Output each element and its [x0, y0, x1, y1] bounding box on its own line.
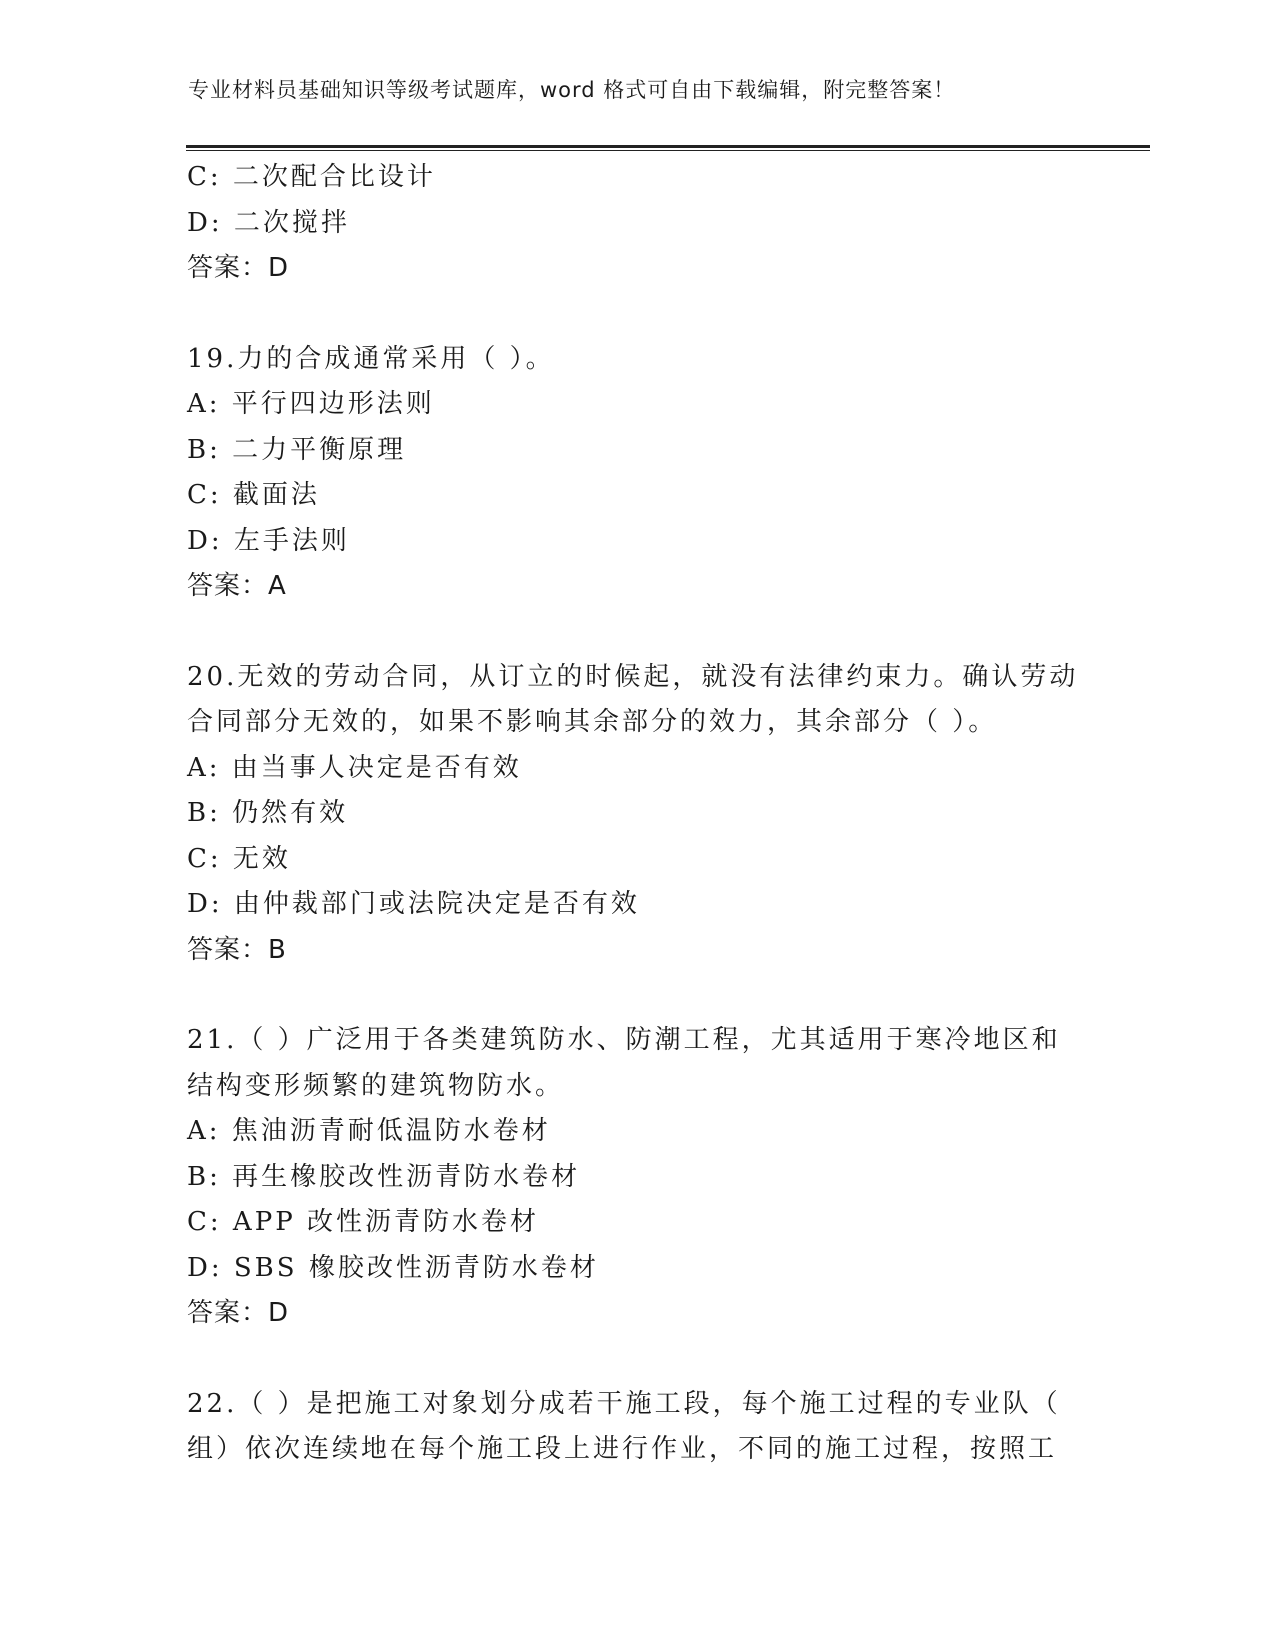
option-a: A: 焦油沥青耐低温防水卷材: [187, 1116, 551, 1146]
header-rule-thin: [186, 150, 1150, 151]
option-d: D: 由仲裁部门或法院决定是否有效: [187, 889, 640, 919]
question-19: [187, 337, 1087, 610]
option-d: D: 二次搅拌: [187, 207, 350, 238]
question-stem-cont: 结构变形频繁的建筑物防水。: [187, 1070, 565, 1101]
option-d: D: SBS 橡胶改性沥青防水卷材: [187, 1252, 599, 1283]
option-b: B: 二力平衡原理: [187, 434, 407, 465]
header-rule-thick: [186, 145, 1150, 148]
answer-line: 答案：A: [187, 571, 287, 601]
answer-line: 答案：B: [187, 934, 287, 965]
option-c: C: 二次配合比设计: [187, 162, 436, 192]
option-c: C: APP 改性沥青防水卷材: [187, 1207, 539, 1237]
question-21: [187, 1018, 1087, 1337]
option-c: C: 无效: [187, 843, 291, 874]
prev-question-tail: [187, 155, 1087, 292]
option-a: A: 由当事人决定是否有效: [187, 752, 522, 783]
option-c: C: 截面法: [187, 480, 320, 510]
question-22: [187, 1382, 1087, 1473]
answer-line: 答案：D: [187, 1298, 290, 1328]
question-stem-cont: 组）依次连续地在每个施工段上进行作业，不同的施工过程，按照工: [187, 1434, 1058, 1464]
question-20: [187, 655, 1087, 974]
option-b: B: 仍然有效: [187, 798, 349, 828]
answer-line: 答案：D: [187, 253, 290, 283]
document-body: [187, 155, 1087, 1473]
option-d: D: 左手法则: [187, 525, 350, 556]
question-stem: 21.（ ）广泛用于各类建筑防水、防潮工程，尤其适用于寒冷地区和: [187, 1025, 1061, 1055]
option-b: B: 再生橡胶改性沥青防水卷材: [187, 1161, 581, 1192]
option-a: A: 平行四边形法则: [187, 389, 435, 419]
question-stem-cont: 合同部分无效的，如果不影响其余部分的效力，其余部分（ ）。: [187, 707, 998, 737]
question-stem: 22.（ ）是把施工对象划分成若干施工段，每个施工过程的专业队（: [187, 1388, 1061, 1419]
page-header: 专业材料员基础知识等级考试题库，word 格式可自由下载编辑，附完整答案！: [188, 78, 956, 102]
question-stem: 20.无效的劳动合同，从订立的时候起，就没有法律约束力。确认劳动: [187, 661, 1079, 692]
question-stem: 19.力的合成通常采用（ ）。: [187, 343, 555, 374]
